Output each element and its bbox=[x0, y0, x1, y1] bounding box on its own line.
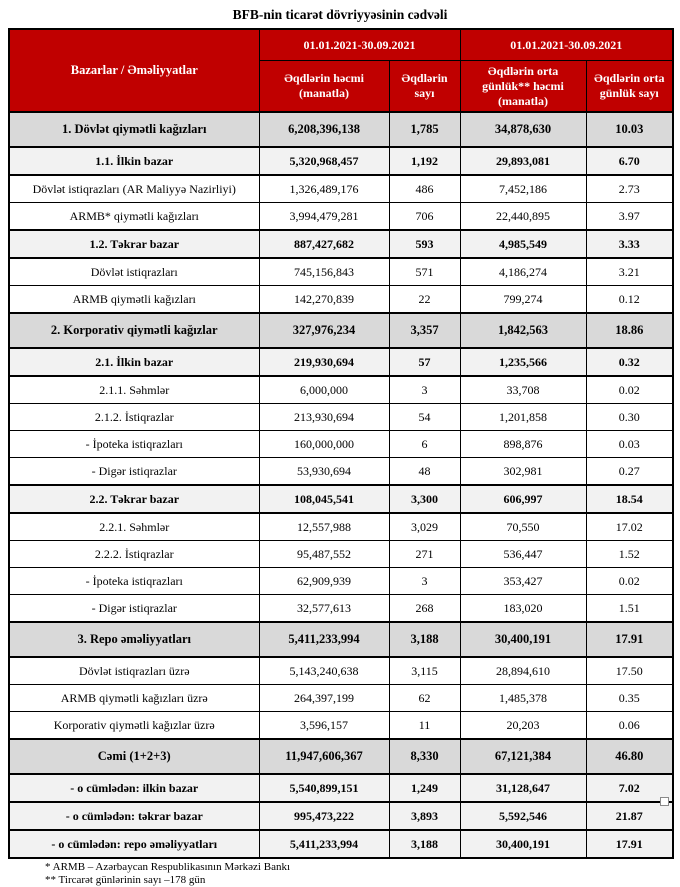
row-label: 2. Korporativ qiymətli kağızlar bbox=[9, 313, 259, 348]
table-row bbox=[9, 541, 673, 568]
row-value-count: 3,029 bbox=[389, 513, 460, 541]
row-value-count: 1,249 bbox=[389, 774, 460, 802]
row-value-avg_count: 0.12 bbox=[586, 286, 673, 314]
row-label: Cəmi (1+2+3) bbox=[9, 739, 259, 774]
table-row bbox=[9, 568, 673, 595]
footnote-trading-days: ** Tircarət günlərinin sayı –178 gün bbox=[45, 874, 206, 886]
row-label: - İpoteka istiqrazları bbox=[9, 568, 259, 595]
row-value-avg_count: 2.73 bbox=[586, 175, 673, 203]
table-row bbox=[9, 458, 673, 486]
row-value-avg_count: 1.52 bbox=[586, 541, 673, 568]
row-value-count: 571 bbox=[389, 258, 460, 286]
row-value-avg_volume: 30,400,191 bbox=[460, 622, 586, 657]
row-value-avg_volume: 1,485,378 bbox=[460, 685, 586, 712]
row-label: - o cümlədən: təkrar bazar bbox=[9, 802, 259, 830]
row-label: - İpoteka istiqrazları bbox=[9, 431, 259, 458]
row-label: Dövlət istiqrazları bbox=[9, 258, 259, 286]
header-avg-daily-count: Əqdlərin orta günlük sayı bbox=[586, 61, 673, 113]
row-value-avg_volume: 7,452,186 bbox=[460, 175, 586, 203]
row-value-volume: 108,045,541 bbox=[259, 485, 389, 513]
row-value-count: 3,893 bbox=[389, 802, 460, 830]
row-value-volume: 160,000,000 bbox=[259, 431, 389, 458]
header-deal-volume: Əqdlərin həcmi (manatla) bbox=[259, 61, 389, 113]
placeholder-square-icon bbox=[660, 797, 669, 806]
table-row bbox=[9, 376, 673, 404]
row-value-avg_count: 3.97 bbox=[586, 203, 673, 231]
row-value-count: 3,357 bbox=[389, 313, 460, 348]
row-label: 2.1. İlkin bazar bbox=[9, 348, 259, 376]
row-value-count: 62 bbox=[389, 685, 460, 712]
row-label: Dövlət istiqrazları üzrə bbox=[9, 657, 259, 685]
row-value-avg_volume: 22,440,895 bbox=[460, 203, 586, 231]
row-value-volume: 5,411,233,994 bbox=[259, 622, 389, 657]
table-row bbox=[9, 712, 673, 740]
row-value-avg_count: 6.70 bbox=[586, 147, 673, 175]
row-value-volume: 6,208,396,138 bbox=[259, 112, 389, 147]
table-row bbox=[9, 286, 673, 314]
row-label: 3. Repo əməliyyatları bbox=[9, 622, 259, 657]
row-value-avg_count: 0.27 bbox=[586, 458, 673, 486]
row-value-volume: 264,397,199 bbox=[259, 685, 389, 712]
row-value-count: 593 bbox=[389, 230, 460, 258]
row-value-count: 54 bbox=[389, 404, 460, 431]
row-value-avg_volume: 606,997 bbox=[460, 485, 586, 513]
table-row bbox=[9, 513, 673, 541]
row-label: Korporativ qiymətli kağızlar üzrə bbox=[9, 712, 259, 740]
row-value-volume: 995,473,222 bbox=[259, 802, 389, 830]
row-value-volume: 62,909,939 bbox=[259, 568, 389, 595]
header-deal-count: Əqdlərin sayı bbox=[389, 61, 460, 113]
row-value-avg_count: 3.33 bbox=[586, 230, 673, 258]
row-value-avg_volume: 799,274 bbox=[460, 286, 586, 314]
row-value-volume: 12,557,988 bbox=[259, 513, 389, 541]
row-value-volume: 5,320,968,457 bbox=[259, 147, 389, 175]
table-row bbox=[9, 147, 673, 175]
row-value-avg_count: 17.02 bbox=[586, 513, 673, 541]
row-value-count: 3,188 bbox=[389, 830, 460, 858]
row-value-count: 8,330 bbox=[389, 739, 460, 774]
row-value-avg_count: 0.32 bbox=[586, 348, 673, 376]
row-value-avg_volume: 536,447 bbox=[460, 541, 586, 568]
row-value-count: 6 bbox=[389, 431, 460, 458]
row-value-volume: 5,143,240,638 bbox=[259, 657, 389, 685]
row-value-volume: 327,976,234 bbox=[259, 313, 389, 348]
row-value-count: 57 bbox=[389, 348, 460, 376]
table-row bbox=[9, 348, 673, 376]
table-row bbox=[9, 313, 673, 348]
table-body bbox=[9, 112, 673, 858]
row-value-count: 22 bbox=[389, 286, 460, 314]
row-value-avg_volume: 302,981 bbox=[460, 458, 586, 486]
row-value-avg_count: 18.86 bbox=[586, 313, 673, 348]
row-value-volume: 95,487,552 bbox=[259, 541, 389, 568]
table-row bbox=[9, 230, 673, 258]
row-value-volume: 5,411,233,994 bbox=[259, 830, 389, 858]
row-value-avg_count: 3.21 bbox=[586, 258, 673, 286]
header-period-1: 01.01.2021-30.09.2021 bbox=[259, 29, 460, 61]
row-value-avg_count: 0.02 bbox=[586, 376, 673, 404]
row-value-volume: 3,596,157 bbox=[259, 712, 389, 740]
row-value-avg_count: 0.06 bbox=[586, 712, 673, 740]
table-row bbox=[9, 657, 673, 685]
row-value-count: 3,300 bbox=[389, 485, 460, 513]
row-value-volume: 53,930,694 bbox=[259, 458, 389, 486]
row-label: - o cümlədən: repo əməliyyatları bbox=[9, 830, 259, 858]
row-value-count: 486 bbox=[389, 175, 460, 203]
table-row bbox=[9, 802, 673, 830]
header-avg-daily-volume: Əqdlərin orta günlük** həcmi (manatla) bbox=[460, 61, 586, 113]
page-title: BFB-nin ticarət dövriyyəsinin cədvəli bbox=[232, 7, 448, 22]
row-value-avg_count: 17.50 bbox=[586, 657, 673, 685]
row-value-avg_volume: 20,203 bbox=[460, 712, 586, 740]
row-value-avg_volume: 1,235,566 bbox=[460, 348, 586, 376]
row-label: 2.1.1. Səhmlər bbox=[9, 376, 259, 404]
table-row bbox=[9, 485, 673, 513]
row-label: ARMB* qiymətli kağızları bbox=[9, 203, 259, 231]
table-row bbox=[9, 595, 673, 623]
row-label: - Digər istiqrazlar bbox=[9, 595, 259, 623]
row-value-avg_volume: 1,842,563 bbox=[460, 313, 586, 348]
row-value-avg_volume: 28,894,610 bbox=[460, 657, 586, 685]
row-value-avg_count: 7.02 bbox=[586, 774, 673, 802]
row-value-volume: 213,930,694 bbox=[259, 404, 389, 431]
row-value-avg_count: 0.35 bbox=[586, 685, 673, 712]
row-value-avg_volume: 353,427 bbox=[460, 568, 586, 595]
row-value-avg_volume: 4,985,549 bbox=[460, 230, 586, 258]
row-value-volume: 6,000,000 bbox=[259, 376, 389, 404]
row-value-count: 1,192 bbox=[389, 147, 460, 175]
row-value-count: 3,115 bbox=[389, 657, 460, 685]
row-value-avg_count: 10.03 bbox=[586, 112, 673, 147]
row-value-volume: 32,577,613 bbox=[259, 595, 389, 623]
table-row bbox=[9, 404, 673, 431]
table-row bbox=[9, 622, 673, 657]
row-value-avg_count: 46.80 bbox=[586, 739, 673, 774]
row-value-avg_volume: 70,550 bbox=[460, 513, 586, 541]
header-period-2: 01.01.2021-30.09.2021 bbox=[460, 29, 673, 61]
row-value-count: 3,188 bbox=[389, 622, 460, 657]
row-value-volume: 5,540,899,151 bbox=[259, 774, 389, 802]
row-value-avg_count: 18.54 bbox=[586, 485, 673, 513]
row-value-count: 1,785 bbox=[389, 112, 460, 147]
table-row bbox=[9, 739, 673, 774]
row-value-volume: 3,994,479,281 bbox=[259, 203, 389, 231]
table-row bbox=[9, 203, 673, 231]
row-label: - Digər istiqrazlar bbox=[9, 458, 259, 486]
row-value-avg_volume: 1,201,858 bbox=[460, 404, 586, 431]
row-value-avg_volume: 33,708 bbox=[460, 376, 586, 404]
row-value-volume: 1,326,489,176 bbox=[259, 175, 389, 203]
row-value-volume: 11,947,606,367 bbox=[259, 739, 389, 774]
row-label: Dövlət istiqrazları (AR Maliyyə Nazirliyi) bbox=[9, 175, 259, 203]
row-value-avg_volume: 898,876 bbox=[460, 431, 586, 458]
row-value-avg_count: 17.91 bbox=[586, 622, 673, 657]
row-label: 1. Dövlət qiymətli kağızları bbox=[9, 112, 259, 147]
row-value-volume: 142,270,839 bbox=[259, 286, 389, 314]
row-label: 1.2. Təkrar bazar bbox=[9, 230, 259, 258]
table-row bbox=[9, 830, 673, 858]
row-label: ARMB qiymətli kağızları üzrə bbox=[9, 685, 259, 712]
row-value-avg_volume: 30,400,191 bbox=[460, 830, 586, 858]
row-value-count: 3 bbox=[389, 376, 460, 404]
row-label: ARMB qiymətli kağızları bbox=[9, 286, 259, 314]
row-value-avg_volume: 5,592,546 bbox=[460, 802, 586, 830]
row-value-count: 268 bbox=[389, 595, 460, 623]
row-value-count: 271 bbox=[389, 541, 460, 568]
row-value-avg_volume: 4,186,274 bbox=[460, 258, 586, 286]
row-value-avg_count: 0.02 bbox=[586, 568, 673, 595]
row-value-count: 48 bbox=[389, 458, 460, 486]
row-value-avg_volume: 67,121,384 bbox=[460, 739, 586, 774]
row-value-avg_count: 17.91 bbox=[586, 830, 673, 858]
row-value-count: 11 bbox=[389, 712, 460, 740]
table-row bbox=[9, 774, 673, 802]
table-row bbox=[9, 175, 673, 203]
row-label: 2.1.2. İstiqrazlar bbox=[9, 404, 259, 431]
row-label: 1.1. İlkin bazar bbox=[9, 147, 259, 175]
row-label: 2.2.1. Səhmlər bbox=[9, 513, 259, 541]
table-row bbox=[9, 685, 673, 712]
row-value-avg_count: 1.51 bbox=[586, 595, 673, 623]
row-value-avg_volume: 34,878,630 bbox=[460, 112, 586, 147]
row-value-avg_volume: 29,893,081 bbox=[460, 147, 586, 175]
row-value-avg_volume: 183,020 bbox=[460, 595, 586, 623]
table-header bbox=[9, 29, 673, 112]
row-value-count: 3 bbox=[389, 568, 460, 595]
table-row bbox=[9, 431, 673, 458]
table-row bbox=[9, 112, 673, 147]
trading-turnover-table bbox=[8, 28, 674, 859]
row-label: - o cümlədən: ilkin bazar bbox=[9, 774, 259, 802]
row-value-volume: 219,930,694 bbox=[259, 348, 389, 376]
row-value-avg_volume: 31,128,647 bbox=[460, 774, 586, 802]
row-value-avg_count: 0.03 bbox=[586, 431, 673, 458]
header-markets-operations: Bazarlar / Əməliyyatlar bbox=[9, 29, 259, 112]
row-value-volume: 745,156,843 bbox=[259, 258, 389, 286]
row-label: 2.2.2. İstiqrazlar bbox=[9, 541, 259, 568]
row-value-avg_count: 0.30 bbox=[586, 404, 673, 431]
footnote-armb: * ARMB – Azərbaycan Respublikasının Mərkəzi Bankı bbox=[45, 861, 291, 873]
row-value-count: 706 bbox=[389, 203, 460, 231]
row-value-volume: 887,427,682 bbox=[259, 230, 389, 258]
footnotes bbox=[45, 861, 680, 887]
row-value-avg_count: 21.87 bbox=[586, 802, 673, 830]
row-label: 2.2. Təkrar bazar bbox=[9, 485, 259, 513]
table-row bbox=[9, 258, 673, 286]
